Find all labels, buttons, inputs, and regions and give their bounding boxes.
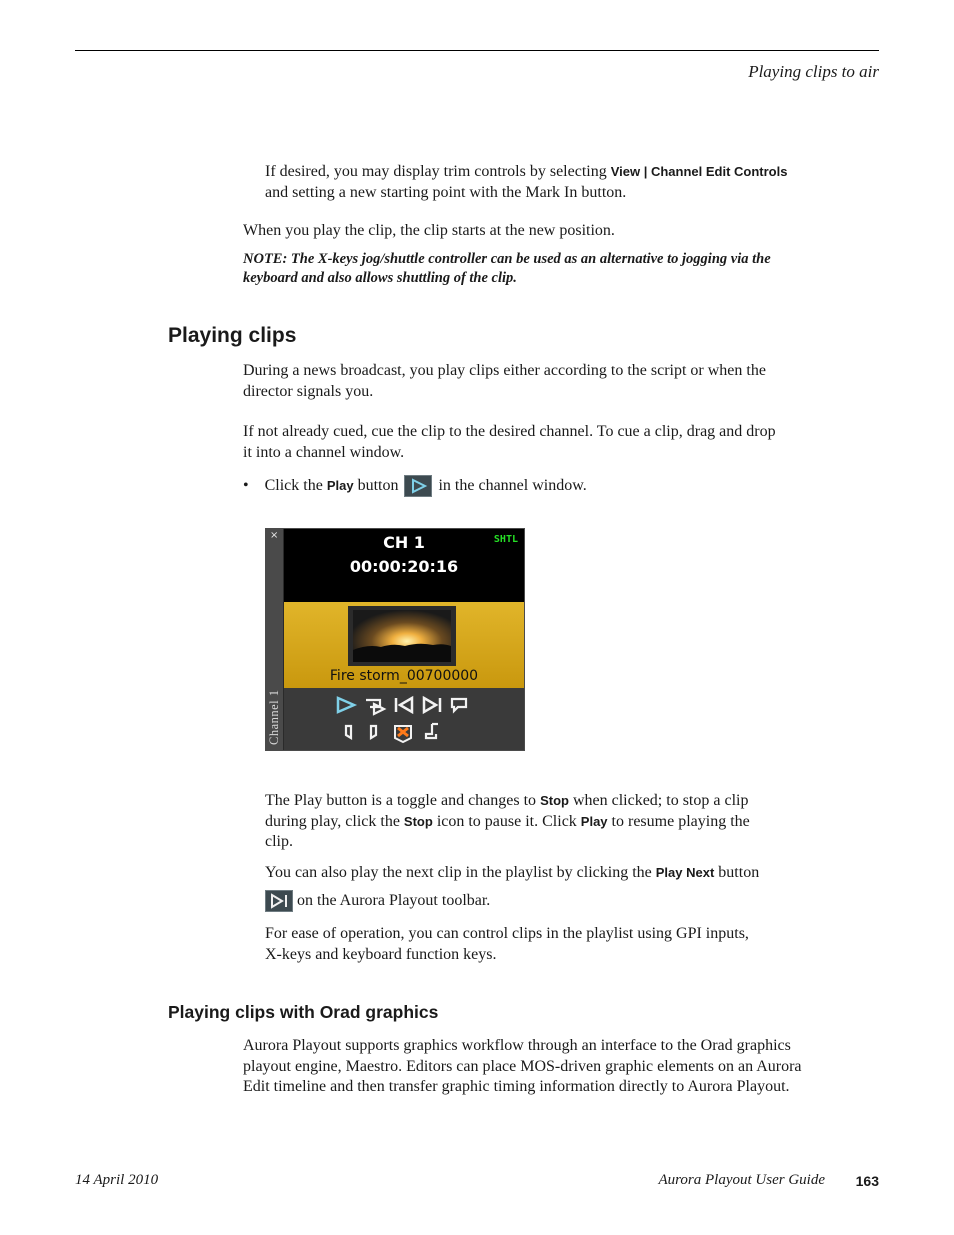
play-ui: Play — [580, 813, 608, 829]
next-text-b: button — [714, 864, 760, 881]
sunset-thumbnail-image — [353, 610, 451, 662]
orad-line-2: playout engine, Maestro. Editors can place MOS-driven graphic elements on an Aurora — [243, 1057, 802, 1075]
stop-text-3: clip. — [265, 833, 293, 850]
para1-line-1: During a news broadcast, you play clips either according to the script or when the — [243, 362, 766, 379]
para2-line-1: If not already cued, cue the clip to the desired channel. To cue a clip, drag and drop — [243, 423, 776, 440]
bullet-play — [243, 474, 843, 498]
note-line-1: NOTE: The X-keys jog/shuttle controller can be used as an alternative to jogging via the — [243, 251, 771, 267]
bullet-glyph: • — [243, 477, 249, 494]
note — [243, 250, 843, 287]
play-next-icon — [266, 891, 292, 911]
trim-controls-paragraph — [265, 162, 825, 203]
stop-toggle-paragraph — [265, 791, 825, 853]
trim-menu-path: View | Channel Edit Controls — [610, 164, 788, 179]
stop-text-1a: The Play button is a toggle and changes to — [265, 792, 541, 809]
close-icon[interactable]: × — [270, 530, 279, 541]
subsection-heading: Playing clips with Orad graphics — [168, 1002, 439, 1022]
eject-icon[interactable] — [452, 699, 466, 711]
stop-text-2a: during play, click the — [265, 812, 404, 830]
previous-icon[interactable] — [396, 698, 412, 712]
next-text-a: You can also play the next clip in the playlist by clicking the — [265, 864, 656, 881]
play-button-inline[interactable] — [404, 475, 432, 497]
bullet-text-post: in the channel window. — [434, 477, 587, 494]
footer-date: 14 April 2010 — [75, 1172, 159, 1188]
ease-line-2: X-keys and keyboard function keys. — [265, 945, 497, 963]
return-icon[interactable] — [426, 724, 438, 738]
channel-side-bar — [266, 529, 284, 750]
orad-line-1: Aurora Playout supports graphics workflow through an interface to the Orad graphics — [243, 1037, 791, 1054]
trim-text-post: and setting a new starting point with the Mark In button. — [265, 183, 627, 201]
next-text-c: on the Aurora Playout toolbar. — [293, 892, 491, 909]
stop-text-1b: when clicked; to stop a clip — [568, 792, 749, 809]
para1-line-2: director signals you. — [243, 382, 374, 400]
play-next-paragraph-line-2 — [265, 889, 825, 913]
header-rule — [75, 50, 879, 51]
play-next-button-inline[interactable] — [265, 890, 293, 912]
play-icon — [405, 476, 431, 496]
section-paragraph-2 — [243, 422, 843, 463]
section-paragraph-1 — [243, 361, 843, 402]
running-head: Playing clips to air — [748, 62, 879, 81]
stop-ui-2: Stop — [403, 813, 433, 829]
page-number: 163 — [855, 1173, 879, 1189]
orad-line-3: Edit timeline and then transfer graphic timing information directly to Aurora Playout. — [243, 1078, 790, 1095]
bullet-text-mid: button — [353, 477, 403, 494]
clip-thumbnail — [348, 606, 456, 666]
play-position-text: When you play the clip, the clip starts at the new position. — [243, 222, 615, 239]
play-icon[interactable] — [338, 698, 354, 712]
clip-name: Fire storm_00700000 — [329, 668, 479, 684]
bullet-text-pre: Click the — [264, 477, 327, 494]
clear-marks-icon[interactable] — [395, 726, 411, 742]
play-next-paragraph-line-1 — [265, 863, 825, 884]
ease-line-1: For ease of operation, you can control clips in the playlist using GPI inputs, — [265, 925, 749, 942]
channel-display — [284, 529, 524, 602]
stop-text-2b: icon to pause it. Click — [432, 812, 581, 830]
note-line-2: keyboard and also allows shuttling of the clip. — [243, 269, 517, 286]
channel-window — [265, 528, 525, 751]
play-next-icon[interactable] — [424, 698, 440, 712]
mode-indicator: SHTL — [493, 534, 518, 545]
stop-text-2c: to resume playing the — [607, 812, 750, 830]
loop-play-icon[interactable] — [366, 700, 384, 714]
channel-side-label: Channel 1 — [267, 689, 281, 745]
channel-name: CH 1 — [383, 533, 425, 552]
stop-ui-1: Stop — [540, 793, 569, 808]
trim-text-pre: If desired, you may display trim controls by selecting — [265, 163, 611, 180]
orad-paragraph — [243, 1036, 863, 1098]
timecode: 00:00:20:16 — [349, 557, 459, 576]
ease-paragraph — [265, 924, 825, 965]
mark-out-icon[interactable] — [371, 726, 376, 738]
play-next-ui: Play Next — [655, 865, 715, 880]
section-heading: Playing clips — [168, 324, 297, 347]
clip-panel — [284, 602, 524, 688]
footer-guide-title: Aurora Playout User Guide — [658, 1172, 825, 1188]
mark-in-icon[interactable] — [346, 726, 351, 738]
para2-line-2: it into a channel window. — [243, 443, 405, 461]
transport-controls — [284, 688, 524, 750]
bullet-play-ui: Play — [326, 478, 354, 493]
